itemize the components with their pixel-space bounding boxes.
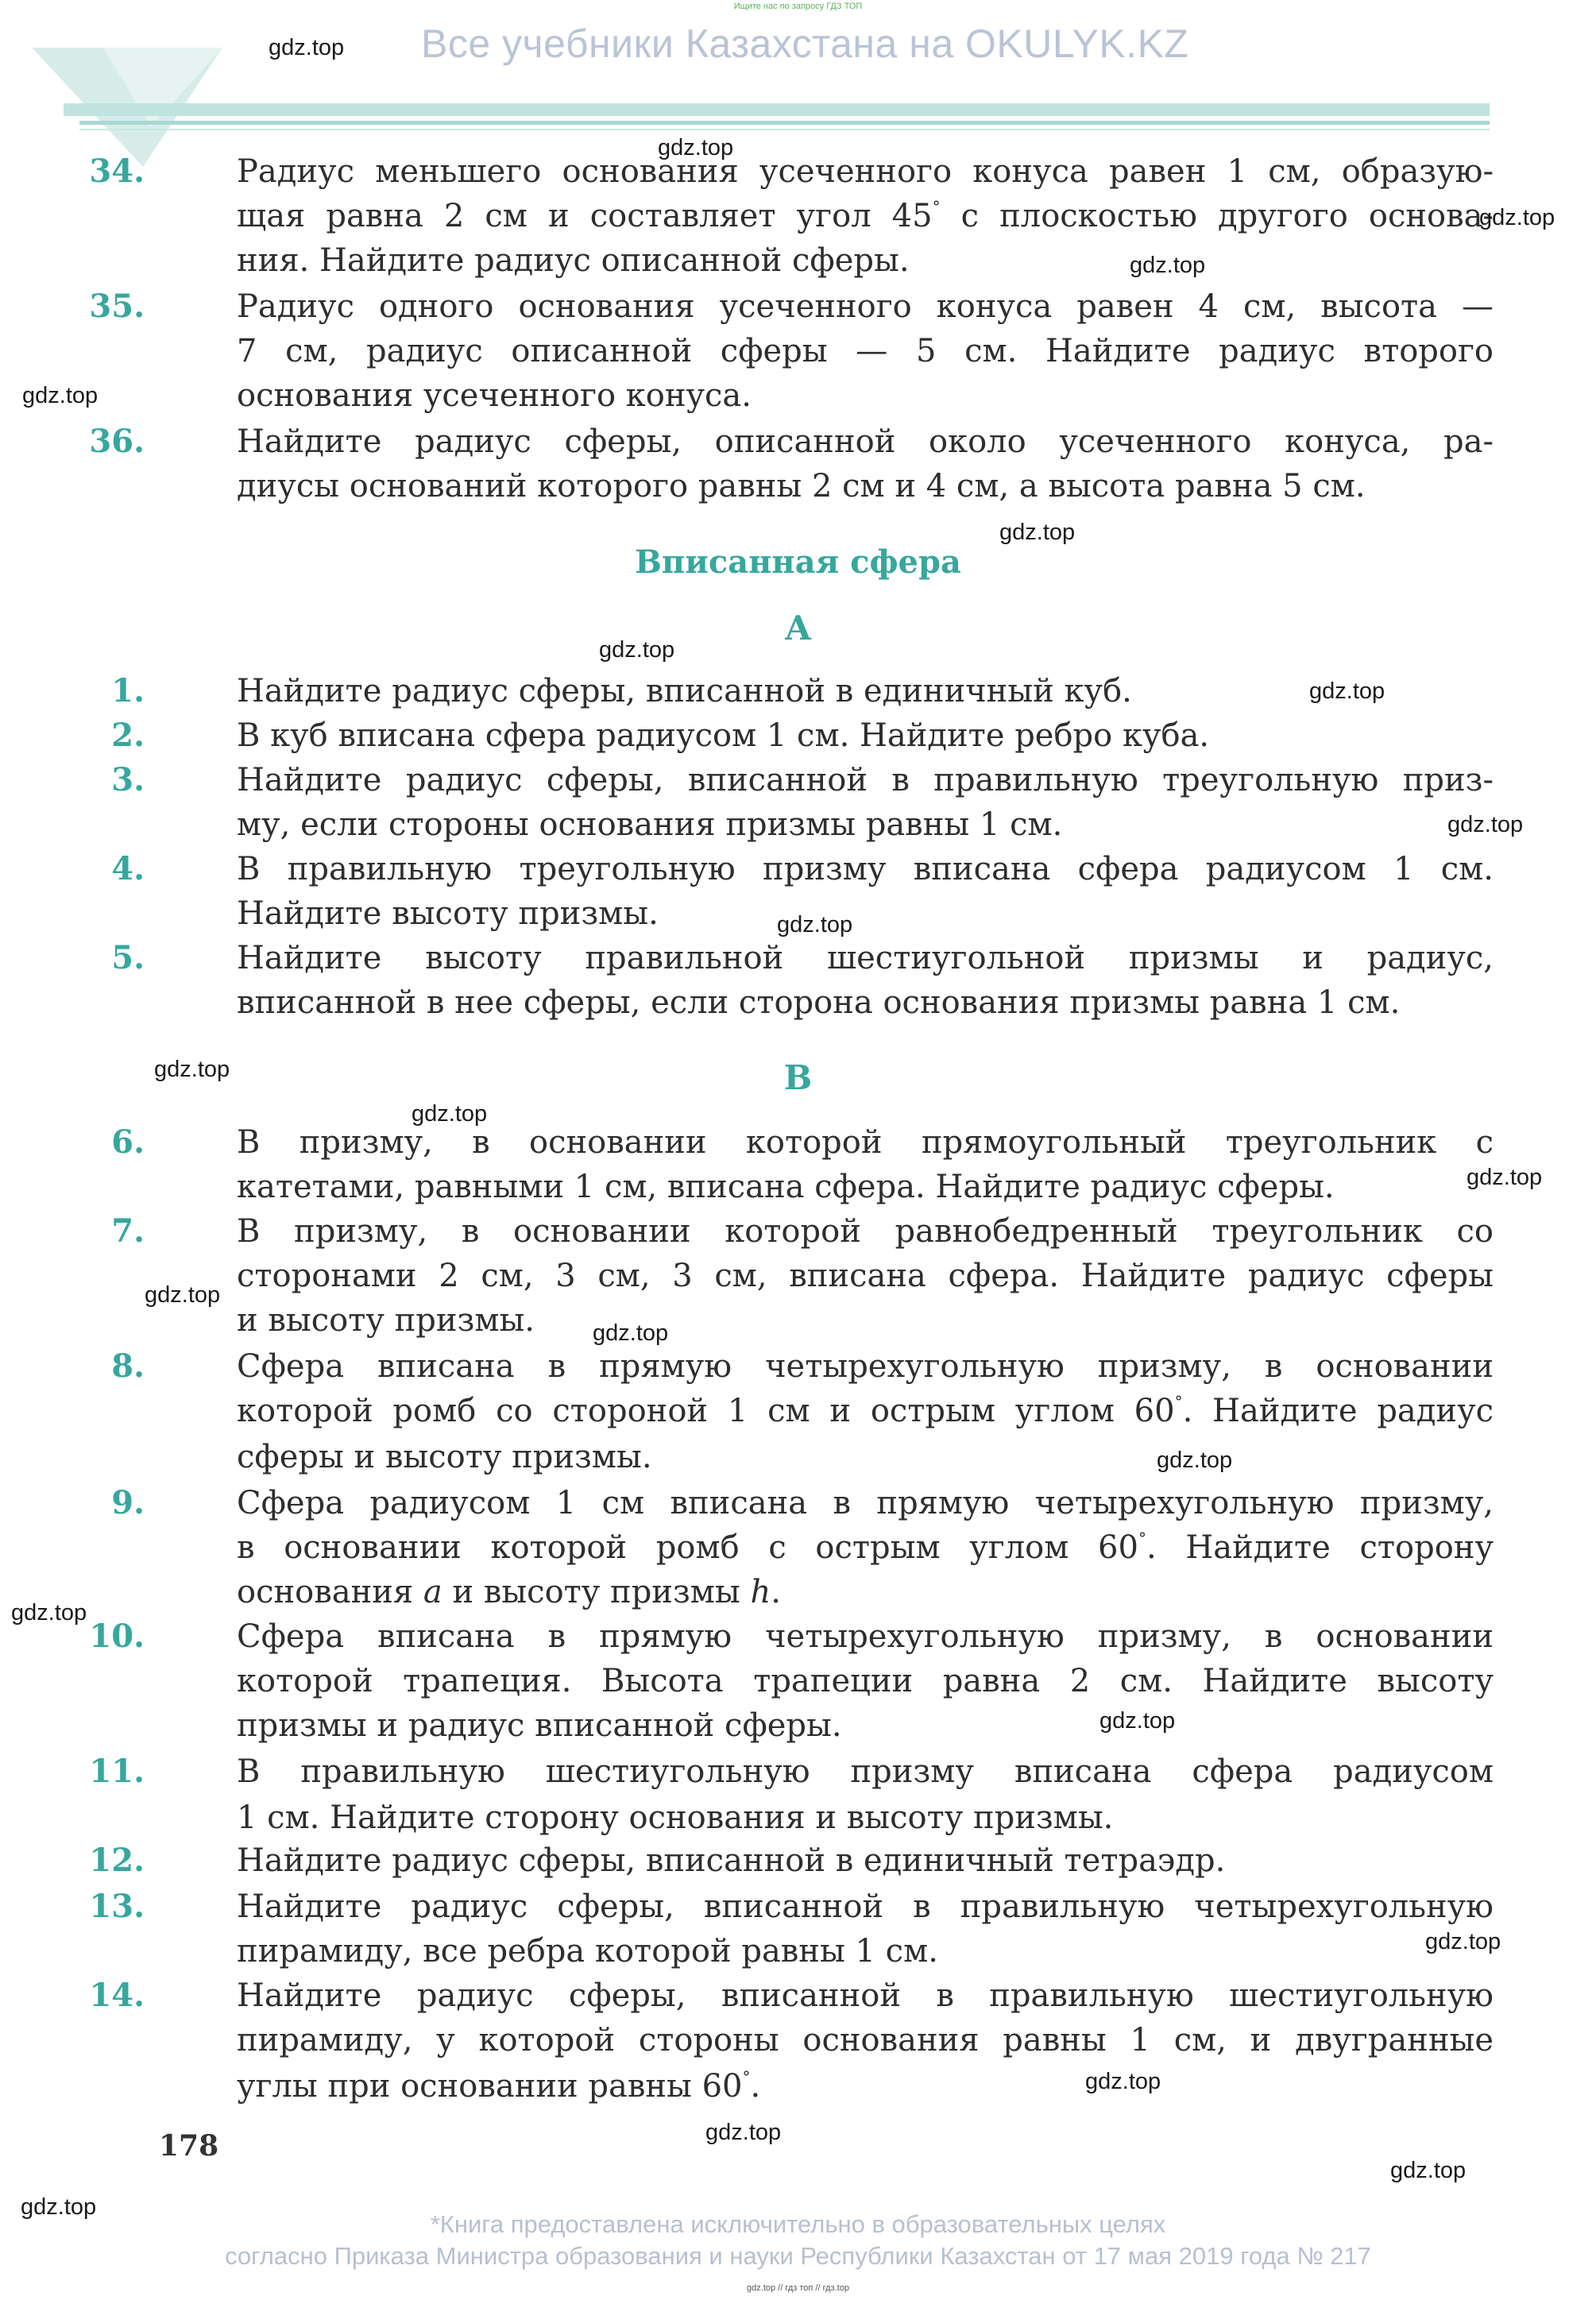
- watermark: gdz.top: [1425, 1929, 1501, 1954]
- problem-line: В призму, в основании которой прямоугольный треугольник с: [237, 1124, 1494, 1161]
- problem-line: призмы и радиус вписанной сферы.: [237, 1707, 842, 1744]
- problem-line: В правильную шестиугольную призму вписана сфера радиусом: [237, 1753, 1494, 1790]
- group-b-heading: B: [783, 1058, 813, 1097]
- problem-number: 2.: [111, 717, 145, 754]
- problem-number: 10.: [89, 1618, 145, 1655]
- watermark: gdz.top: [145, 1282, 221, 1308]
- section-title: Вписанная сфера: [635, 543, 961, 581]
- watermark: gdz.top: [777, 912, 853, 937]
- problem-line: пирамиду, у которой стороны основания равны 1 см, и двугранные: [237, 2022, 1494, 2059]
- header-band-line: [79, 121, 1490, 125]
- problem-line: Найдите радиус сферы, вписанной в правильную четырехугольную: [237, 1888, 1494, 1925]
- watermark: gdz.top: [593, 1320, 669, 1346]
- problem-number: 1.: [111, 672, 145, 709]
- watermark: gdz.top: [999, 520, 1076, 545]
- problem-line: Сфера вписана в прямую четырехугольную призму, в основании: [237, 1348, 1494, 1385]
- problem-line: В правильную треугольную призму вписана сфера радиусом 1 см.: [237, 851, 1494, 887]
- problem-number: 7.: [111, 1212, 145, 1250]
- problem-number: 12.: [89, 1842, 145, 1879]
- page-number: 178: [159, 2129, 219, 2163]
- problem-number: 9.: [111, 1484, 145, 1521]
- problem-line: вписанной в нее сферы, если сторона основания призмы равна 1 см.: [237, 984, 1401, 1021]
- watermark: gdz.top: [154, 1057, 230, 1082]
- watermark: gdz.top: [1085, 2069, 1161, 2094]
- problem-line: В призму, в основании которой равнобедренный треугольник со: [237, 1213, 1494, 1250]
- footer-watermark: gdz.top // гдз топ // гдз.top: [747, 2283, 849, 2293]
- top-hint: Ищите нас по запросу ГДЗ ТОП: [733, 2, 863, 11]
- problem-number: 13.: [89, 1888, 145, 1925]
- problem-number: 4.: [111, 850, 145, 887]
- watermark: gdz.top: [1309, 678, 1385, 704]
- problem-number: 36.: [89, 423, 145, 460]
- watermark: gdz.top: [1479, 205, 1555, 230]
- header-band: [64, 103, 1490, 116]
- problem-line: му, если стороны основания призмы равны 1 см.: [237, 806, 1063, 843]
- watermark: gdz.top: [412, 1101, 488, 1127]
- problem-number: 34.: [89, 153, 145, 190]
- watermark: gdz.top: [705, 2120, 782, 2145]
- problem-line: пирамиду, все ребра которой равны 1 см.: [237, 1933, 938, 1970]
- problem-number: 35.: [89, 288, 145, 325]
- watermark: gdz.top: [1157, 1448, 1233, 1473]
- problem-line: в основании которой ромб с острым углом 60°. Найдите сторону: [237, 1529, 1494, 1566]
- watermark: gdz.top: [1390, 2158, 1467, 2183]
- problem-line: Сфера радиусом 1 см вписана в прямую четырехугольную призму,: [237, 1485, 1494, 1521]
- problem-number: 11.: [89, 1753, 145, 1790]
- problem-line: Сфера вписана в прямую четырехугольную призму, в основании: [237, 1618, 1494, 1655]
- watermark: gdz.top: [21, 2194, 97, 2220]
- watermark: gdz.top: [658, 135, 734, 160]
- problem-line: катетами, равными 1 см, вписана сфера. Найдите радиус сферы.: [237, 1169, 1335, 1205]
- problem-line: сторонами 2 см, 3 см, 3 см, вписана сфера. Найдите радиус сферы: [237, 1258, 1494, 1294]
- watermark: gdz.top: [22, 383, 99, 408]
- problem-line: В куб вписана сфера радиусом 1 см. Найдите ребро куба.: [237, 717, 1210, 754]
- problem-line: 1 см. Найдите сторону основания и высоту призмы.: [237, 1800, 1114, 1836]
- footer-order: согласно Приказа Министра образования и науки Республики Казахстан от 17 мая 2019 года № 217: [225, 2242, 1371, 2270]
- problem-number: 6.: [111, 1123, 145, 1161]
- footer-notice: *Книга предоставлена исключительно в образовательных целях: [430, 2210, 1166, 2238]
- watermark: gdz.top: [11, 1600, 87, 1626]
- problem-line: Радиус меньшего основания усеченного конуса равен 1 см, образую-: [237, 153, 1494, 190]
- problem-line: Найдите радиус сферы, вписанной в единичный куб.: [237, 673, 1132, 709]
- problem-line: щая равна 2 см и составляет угол 45° с плоскостью другого основа-: [237, 197, 1494, 234]
- watermark: gdz.top: [1447, 812, 1524, 837]
- header-title[interactable]: Все учебники Казахстана на OKULYK.KZ: [421, 21, 1189, 66]
- watermark: gdz.top: [1130, 253, 1206, 278]
- problem-line: Найдите радиус сферы, описанной около усеченного конуса, ра-: [237, 423, 1494, 460]
- problem-number: 14.: [89, 1977, 145, 2014]
- problem-number: 3.: [111, 761, 145, 798]
- problem-line: Найдите высоту призмы.: [237, 895, 659, 932]
- header-band-thin-line: [79, 129, 1490, 130]
- problem-line: ния. Найдите радиус описанной сферы.: [237, 242, 910, 279]
- problem-line: Найдите радиус сферы, вписанной в единичный тетраэдр.: [237, 1842, 1226, 1879]
- problem-line: и высоту призмы.: [237, 1302, 535, 1339]
- problem-line: Найдите радиус сферы, вписанной в правильную шестиугольную: [237, 1977, 1494, 2014]
- problem-line: 7 см, радиус описанной сферы — 5 см. Найдите радиус второго: [237, 333, 1494, 369]
- watermark: gdz.top: [1099, 1708, 1176, 1734]
- problem-line: Радиус одного основания усеченного конуса равен 4 см, высота —: [237, 288, 1494, 325]
- problem-line: углы при основании равны 60°.: [237, 2067, 761, 2105]
- watermark: gdz.top: [1467, 1165, 1543, 1190]
- problem-line: которой трапеция. Высота трапеции равна 2 см. Найдите высоту: [237, 1663, 1494, 1699]
- problem-line: основания a и высоту призмы h.: [237, 1574, 781, 1610]
- problem-number: 5.: [111, 939, 145, 976]
- watermark: gdz.top: [269, 35, 345, 60]
- group-a-heading: A: [785, 609, 811, 648]
- problem-line: диусы оснований которого равны 2 см и 4 см, а высота равна 5 см.: [237, 468, 1366, 504]
- problem-line: которой ромб со стороной 1 см и острым углом 60°. Найдите радиус: [237, 1392, 1494, 1429]
- problem-line: сферы и высоту призмы.: [237, 1439, 652, 1475]
- problem-line: Найдите высоту правильной шестиугольной призмы и радиус,: [237, 940, 1494, 976]
- problem-number: 8.: [111, 1347, 145, 1385]
- problem-line: основания усеченного конуса.: [237, 377, 752, 414]
- problem-line: Найдите радиус сферы, вписанной в правильную треугольную приз-: [237, 762, 1494, 798]
- watermark: gdz.top: [599, 637, 675, 663]
